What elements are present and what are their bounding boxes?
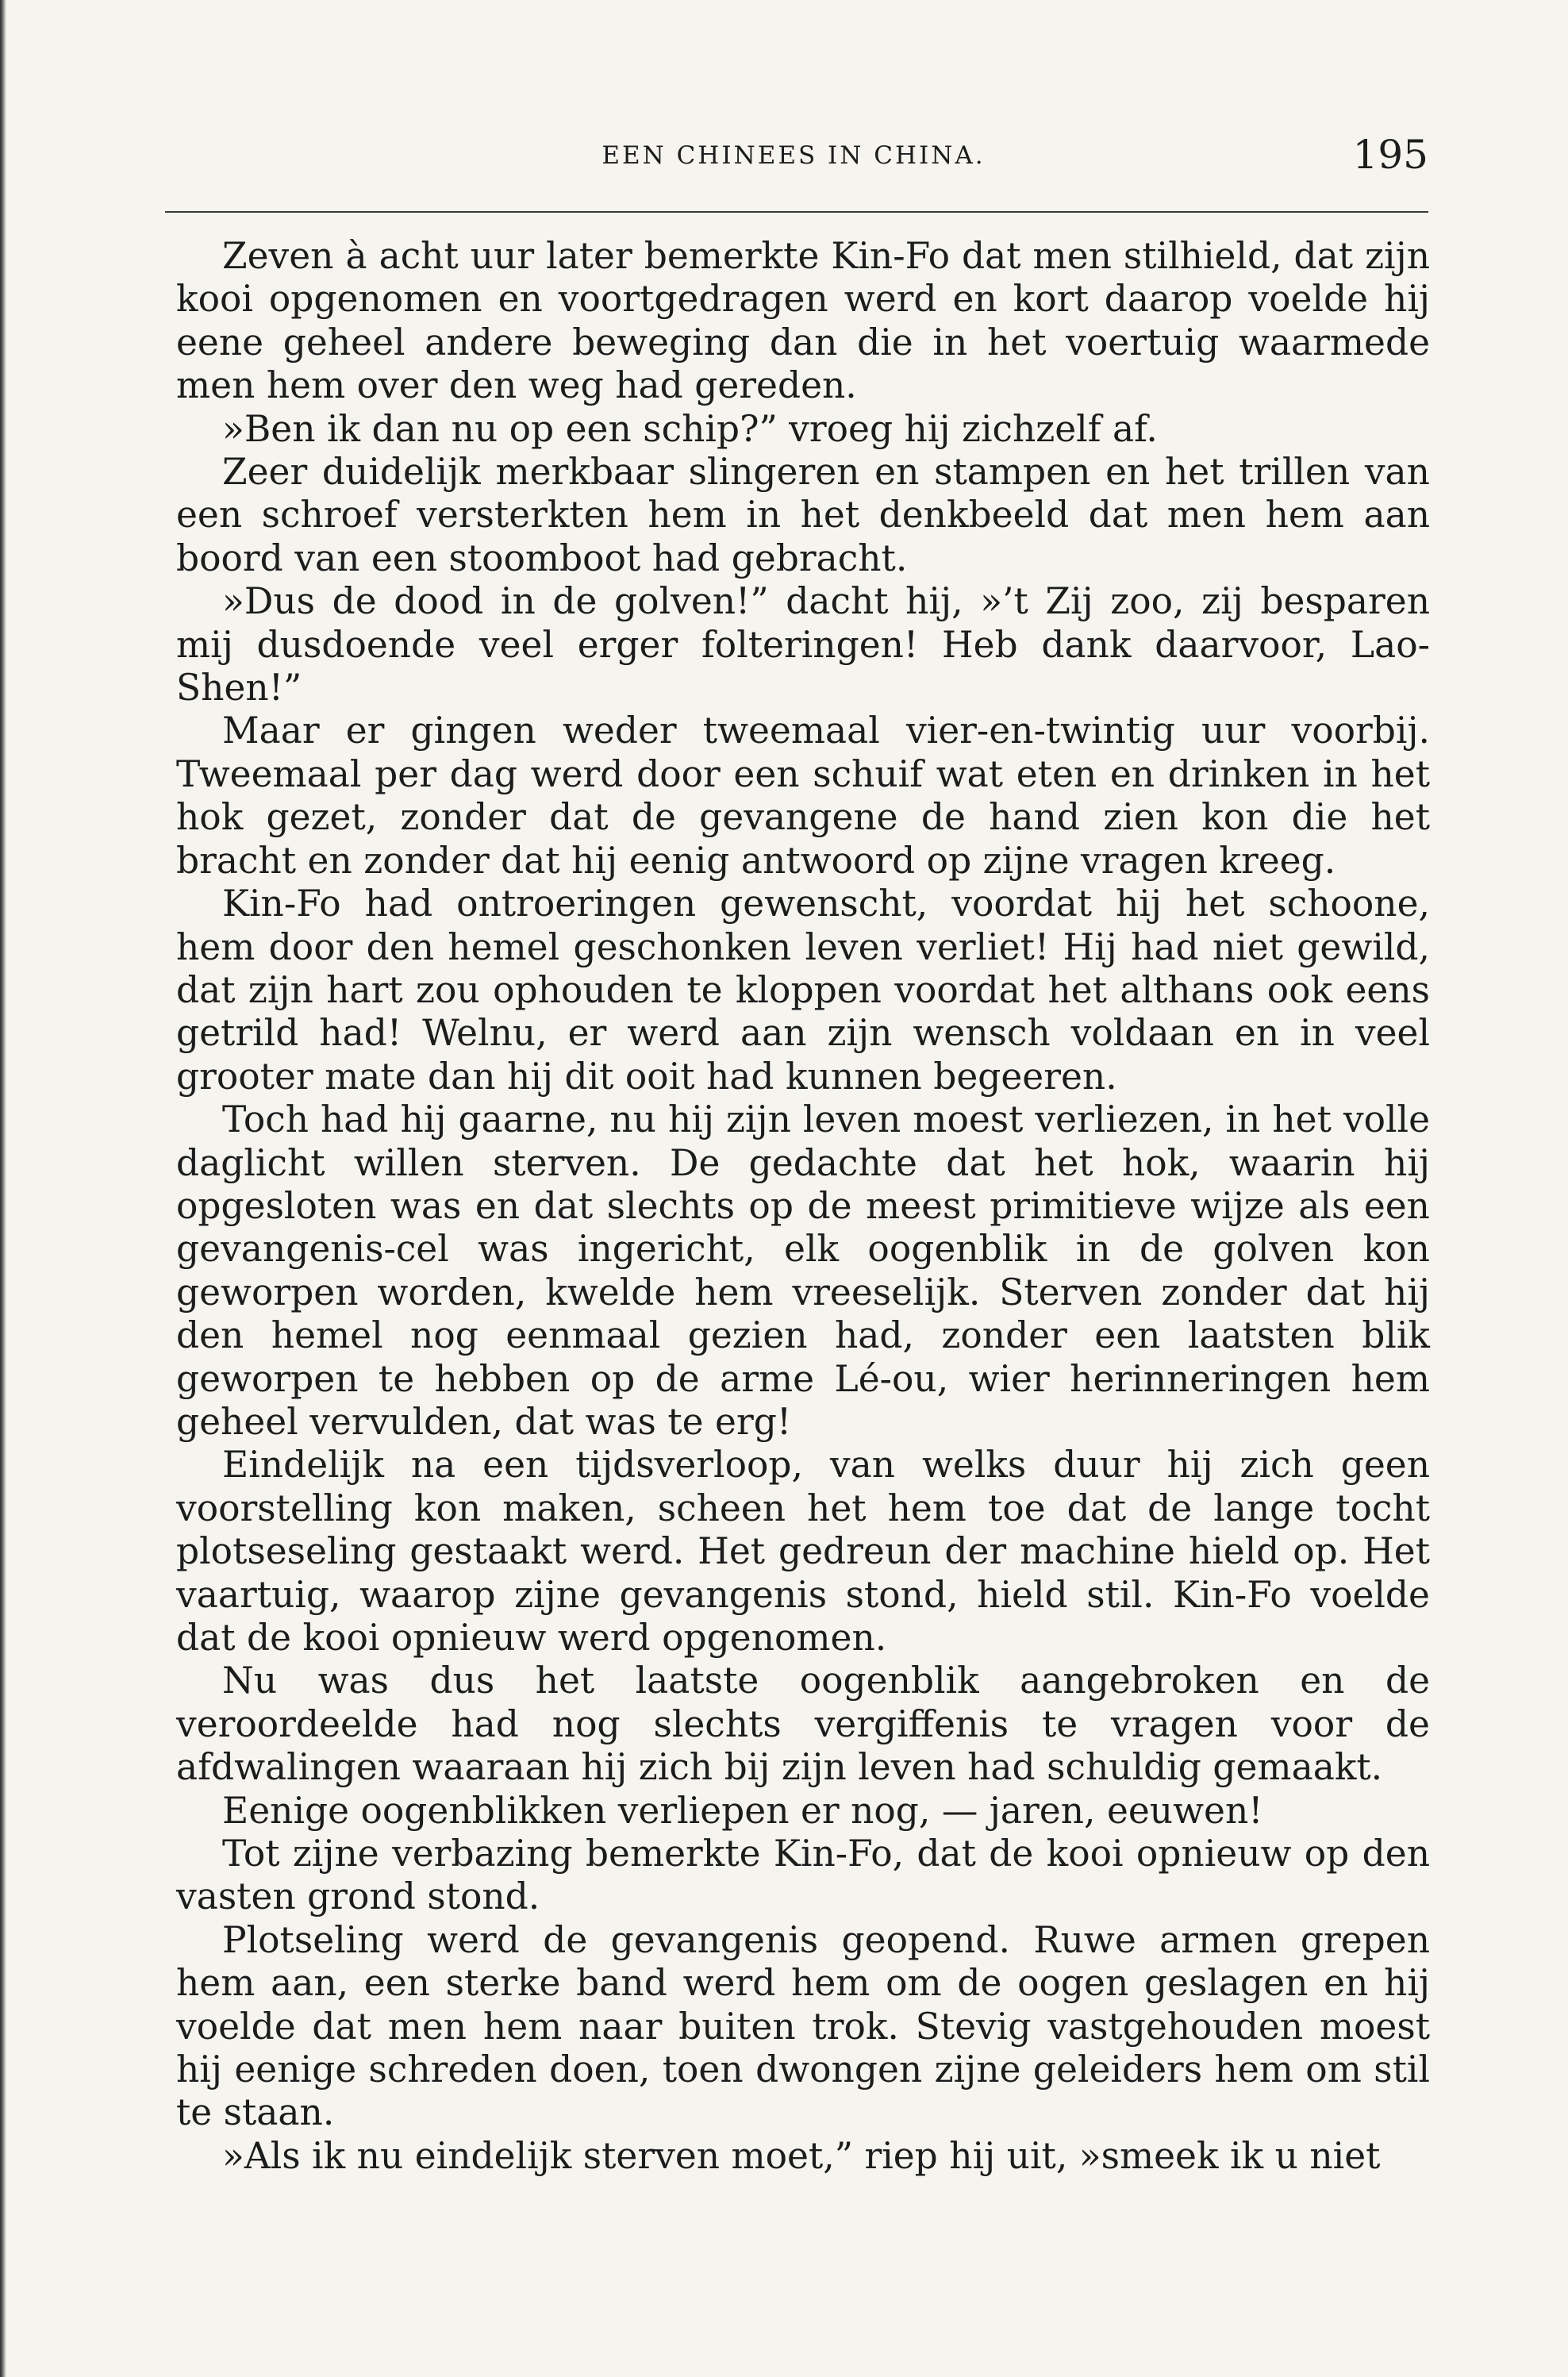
body-text <box>176 235 1430 2178</box>
paragraph: Kin-Fo had ontroeringen gewenscht, voordat hij het schoone, hem door den hemel geschonken leven verliet! Hij had niet gewild, dat zijn hart zou ophouden te kloppen voordat het althans ook eens getrild had! Welnu, er werd aan zijn wensch voldaan en in veel grooter mate dan hij dit ooit had kunnen begeeren. <box>176 883 1430 1098</box>
paragraph: Zeven à acht uur later bemerkte Kin-Fo dat men stilhield, dat zijn kooi opgenomen en voortgedragen werd en kort daarop voelde hij eene geheel andere beweging dan die in het voertuig waarmede men hem over den weg had gereden. <box>176 235 1430 407</box>
paragraph: Nu was dus het laatste oogenblik aangebroken en de veroordeelde had nog slechts vergiffenis te vragen voor de afdwalingen waaraan hij zich bij zijn leven had schuldig gemaakt. <box>176 1660 1430 1789</box>
paragraph: »Dus de dood in de golven!” dacht hij, »’t Zij zoo, zij besparen mij dusdoende veel erger folteringen! Heb dank daarvoor, Lao-Shen!” <box>176 580 1430 710</box>
paragraph: »Als ik nu eindelijk sterven moet,” riep hij uit, »smeek ik u niet <box>222 2134 1381 2177</box>
paragraph: Eindelijk na een tijdsverloop, van welks duur hij zich geen voorstelling kon maken, scheen het hem toe dat de lange tocht plotseseling gestaakt werd. Het gedreun der machine hield op. Het vaartuig, waarop zijne gevangenis stond, hield stil. Kin-Fo voelde dat de kooi opnieuw werd opgenomen. <box>176 1444 1430 1659</box>
running-title: EEN CHINEES IN CHINA. <box>601 141 986 170</box>
paragraph: Plotseling werd de gevangenis geopend. Ruwe armen grepen hem aan, een sterke band werd hem om de oogen geslagen en hij voelde dat men hem naar buiten trok. Stevig vastgehouden moest hij eenige schreden doen, toen dwongen zijne geleiders hem om stil te staan. <box>176 1918 1430 2134</box>
page-binding-edge <box>0 0 6 2377</box>
paragraph: Toch had hij gaarne, nu hij zijn leven moest verliezen, in het volle daglicht willen sterven. De gedachte dat het hok, waarin hij opgesloten was en dat slechts op de meest primitieve wijze als een gevangenis-cel was ingericht, elk oogenblik in de golven kon geworpen worden, kwelde hem vreeselijk. Sterven zonder dat hij den hemel nog eenmaal gezien had, zonder een laatsten blik geworpen te hebben op de arme Lé-ou, wier herinneringen hem geheel vervulden, dat was te erg! <box>176 1098 1430 1443</box>
page-number: 195 <box>1352 132 1428 178</box>
paragraph: Maar er gingen weder tweemaal vier-en-twintig uur voorbij. Tweemaal per dag werd door een schuif wat eten en drinken in het hok gezet, zonder dat de gevangene de hand zien kon die het bracht en zonder dat hij eenig antwoord op zijne vragen kreeg. <box>176 710 1430 882</box>
page-header <box>159 127 1428 190</box>
header-rule <box>165 211 1428 213</box>
paragraph: Eenige oogenblikken verliepen er nog, — jaren, eeuwen! <box>222 1789 1263 1832</box>
paragraph: Tot zijne verbazing bemerkte Kin-Fo, dat de kooi opnieuw op den vasten grond stond. <box>176 1833 1430 1918</box>
paragraph: »Ben ik dan nu op een schip?” vroeg hij zichzelf af. <box>222 407 1158 450</box>
paragraph: Zeer duidelijk merkbaar slingeren en stampen en het trillen van een schroef versterkten hem in het denkbeeld dat men hem aan boord van een stoomboot had gebracht. <box>176 451 1430 579</box>
